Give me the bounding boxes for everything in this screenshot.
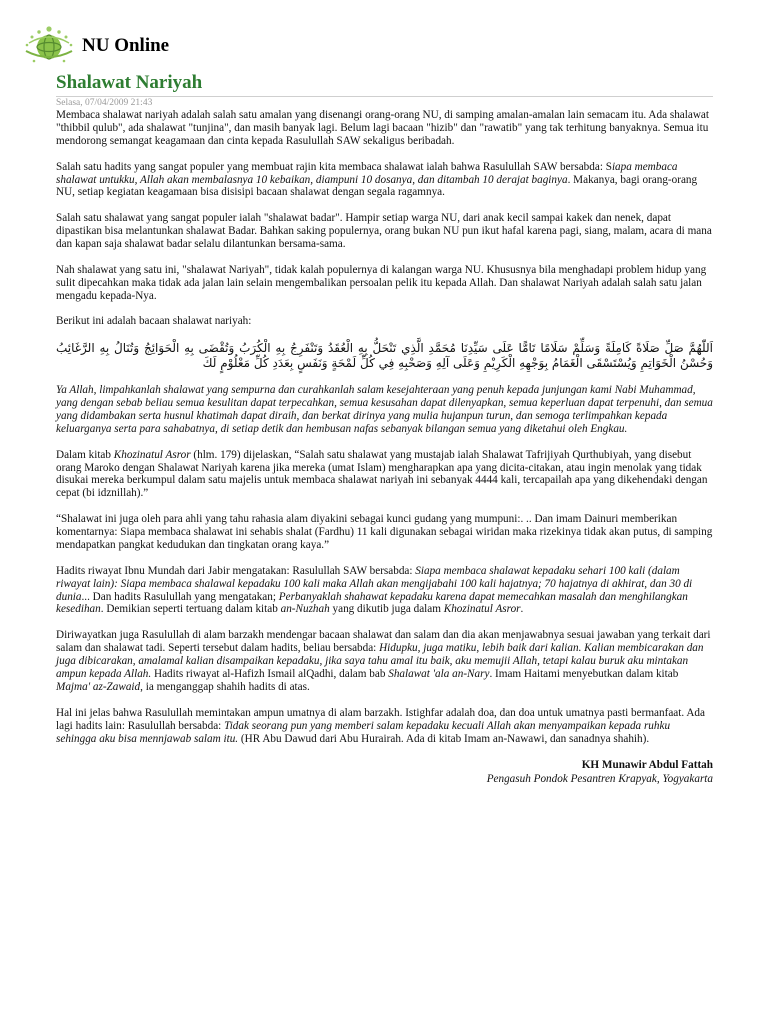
hadith-quote: Perbanyaklah shahawat kepadaku karena dapat memecahkan masalah dan menghilangkan kesedihan xyxy=(56,590,688,616)
book-title: an-Nuzhah xyxy=(280,603,330,616)
paragraph-ibnu-mundah xyxy=(56,565,713,617)
paragraph-khozinatul-asror xyxy=(56,449,713,501)
text-segment: ... Dan hadits Rasulullah yang mengatakan; xyxy=(81,590,279,603)
arabic-prayer-text: اَللّٰهُمَّ صَلِّ صَلَاةً كَامِلَةً وَسَلِّمْ سَلَامًا تَامًّا عَلَى سَيِّدِنَا مُحَمَّدِ الَّذِي تَنْحَلُّ بِهِ الْعُقَدُ وَتَنْفَرِجُ بِهِ الْكُرَبُ وَتُقْضَى بِهِ الْحَوَائِجُ وَتُنَالُ بِهِ الرَّغَائِبُ وَحُسْنُ الْخَوَاتِمِ وَيُسْتَسْقَى الْغَمَامُ بِوَجْهِهِ الْكَرِيْمِ وَعَلَى آلِهِ وَصَحْبِهِ فِي كُلِّ لَمْحَةٍ وَنَفَسٍ بِعَدَدِ كُلِّ مَعْلُوْمٍ لَكَ xyxy=(56,341,713,371)
paragraph-istighfar xyxy=(56,707,713,746)
text-segment: (HR Abu Dawud dari Abu Hurairah. Ada di kitab Imam an-Nawawi, dan sanadnya shahih). xyxy=(238,732,650,745)
nu-globe-logo-icon xyxy=(20,23,78,69)
paragraph-hadits-shalawat xyxy=(56,161,713,200)
paragraph-intro: Membaca shalawat nariyah adalah salah satu amalan yang disenangi orang-orang NU, di samping amalan-amalan lain semacam itu. Ada shalawat "thibbil qulub", ada shalawat "tunjina", dan masih banyak lagi. Belum lagi bacaan "hizib" dan "rawatib" yang tak terhitung banyaknya. Semua itu mendorong semangat keagamaan dan cinta kepada Rasulullah SAW sekaligus beribadah. xyxy=(56,109,709,147)
text-segment: Diriwayatkan juga Rasulullah di alam barzakh mendengar bacaan shalawat dan salam dan dia akan menjawabnya sesuai jawaban yang terkait dari salam dan shalawat tadi. Seperti tersebut dalam hadits, beliau bersabda: xyxy=(56,629,711,655)
article-date: Selasa, 07/04/2009 21:43 xyxy=(56,98,153,108)
text-segment: Hadits riwayat Ibnu Mundah dari Jabir mengatakan: Rasulullah SAW bersabda: xyxy=(56,564,416,577)
hadith-quote: Tidak seorang pun yang memberi salam kepadaku kecuali Allah akan menyampaikan kepada ruhku sehingga aku bisa mennjawab salam itu. xyxy=(56,719,671,745)
book-title: Majma' az-Zawaid xyxy=(56,680,141,693)
article-page xyxy=(56,22,713,786)
text-segment: Dalam kitab xyxy=(56,448,114,461)
article-title: Shalawat Nariyah xyxy=(56,72,203,93)
translation-text: Ya Allah, limpahkanlah shalawat yang sempurna dan curahkanlah salam kesejahteraan yang penuh kepada junjungan kami Nabi Muhammad, yang dengan sebab beliau semua kesulitan dapat terpecahkan, semua kesusahan dapat dilenyapkan, semua keperluan dapat terpenuhi, dan semua yang didambakan serta husnul khatimah dapat diraih, dan berkat dirinya yang mulia hujanpun turun, dan semoga terlimpahkan kepada keluarganya serta para sahabatnya, di setiap detik dan hembusan nafas sebanyak bilangan semua yang diketahui oleh Engkau. xyxy=(56,384,713,435)
hadith-quote: Siapa membaca shalawat kepadaku sehari 100 kali (dalam riwayat lain): Siapa membaca shalawal kepadaku 100 kali maka Allah akan mengijabahi 100 kali hajatnya; 70 hajatnya di akhirat, dan 30 di dunia xyxy=(56,564,693,603)
text-segment: Hal ini jelas bahwa Rasulullah memintakan ampun umatnya di alam barzakh. Istighfar adalah doa, dan doa untuk umatnya pasti bermanfaat. Ada lagi hadits lain: Rasulullah bersabda: xyxy=(56,706,705,732)
text-segment: . Imam Haitami menyebutkan dalam kitab xyxy=(489,668,679,680)
author-signature xyxy=(56,758,713,786)
paragraph-shalawat-nariyah: Nah shalawat yang satu ini, "shalawat Nariyah", tidak kalah populernya di kalangan warga NU. Khususnya bila menghadapi problem hidup yang sulit dipecahkan maka tidak ada jalan lain selain mengembalikan persoalan pelik itu kepada Allah. Dan shalawat Nariyah adalah salah satu jalan mengadu kepada-Nya. xyxy=(56,263,707,302)
paragraph-shalawat-badar: Salah satu shalawat yang sangat populer ialah "shalawat badar". Hampir setiap warga NU, dari anak kecil sampai kakek dan nenek, dapat dipastikan bisa melantunkan shalawat Badar. Bahkan saking populernya, orang bukan NU pun ikut hafal karena pagi, siang, malam, acara di mana dan kapan saja shalawat badar selalu dilantunkan bersama-sama. xyxy=(56,212,712,251)
site-name[interactable]: NU Online xyxy=(82,35,170,56)
author-role: Pengasuh Pondok Pesantren Krapyak, Yogyakarta xyxy=(486,773,713,786)
book-title: Khozinatul Asror xyxy=(113,448,191,461)
text-segment: Salah satu hadits yang sangat populer yang membuat rajin kita membaca shalawat ialah bahwa Rasulullah SAW bersabda: S xyxy=(56,160,612,173)
hadith-quote: iapa membaca shalawat untukku, Allah akan membalasnya 10 kebaikan, diampuni 10 dosanya, dan ditambah 10 derajat baginya xyxy=(56,160,678,186)
site-header xyxy=(20,22,713,70)
text-segment: . Makanya, bagi orang-orang NU, setiap kegiatan keagamaan bisa disisipi bacaan shalawat dengan segala ragamnya. xyxy=(56,173,698,199)
text-segment: . Demikian seperti tertuang dalam kitab xyxy=(100,603,281,616)
text-segment: yang dikutib juga dalam xyxy=(329,603,444,616)
paragraph-bacaan-intro: Berikut ini adalah bacaan shalawat nariyah: xyxy=(56,315,252,328)
article-body xyxy=(56,109,713,745)
text-segment: . xyxy=(520,603,524,616)
paragraph-barzakh xyxy=(56,629,713,694)
book-title: Khozinatul Asror xyxy=(443,603,521,616)
text-segment: , ia menganggap shahih hadits di atas. xyxy=(140,680,310,693)
title-divider xyxy=(56,96,713,97)
paragraph-translation xyxy=(56,384,713,436)
text-segment: Hadits riwayat al-Hafizh Ismail alQadhi, dalam bab xyxy=(151,668,389,680)
paragraph-dainuri: “Shalawat ini juga oleh para ahli yang tahu rahasia alam diyakini sebagai kunci gudang yang mumpuni:. .. Dan imam Dainuri memberikan komentarnya: Siapa membaca shalawat ini sehabis shalat (Fardhu) 11 kali digunakan sebagai wiridan maka rizekinya tidak akan putus, di samping mendapatkan pangkat kedudukan dan tingkatan orang kaya.” xyxy=(56,513,713,551)
text-segment: (hlm. 179) dijelaskan, “Salah satu shalawat yang mustajab ialah Shalawat Tafrijiyah Qurthubiyah, yang disebut orang Maroko dengan Shalawat Nariyah karena jika mereka (umat Islam) mengharapkan apa yang dicita-citakan, atau ingin menolak yang tidak disukai mereka berkumpul dalam satu majelis untuk membaca shalawat nariyah ini sebanyak 4444 kali, tercapailah apa yang dikehendaki dengan cepat (bi idznillah).” xyxy=(56,448,708,500)
hadith-quote: Hidupku, juga matiku, lebih baik dari kalian. Kalian membicarakan dan juga dibicarakan, amalamal kalian disampaikan kepadaku, jika saya tahu amal itu baik, aku memujii Allah, tetapi kalau buruk aku mintakan ampun kepada Allah. xyxy=(56,642,704,680)
book-title: Shalawat 'ala an-Nary xyxy=(388,668,490,680)
author-name: KH Munawir Abdul Fattah xyxy=(581,759,713,772)
